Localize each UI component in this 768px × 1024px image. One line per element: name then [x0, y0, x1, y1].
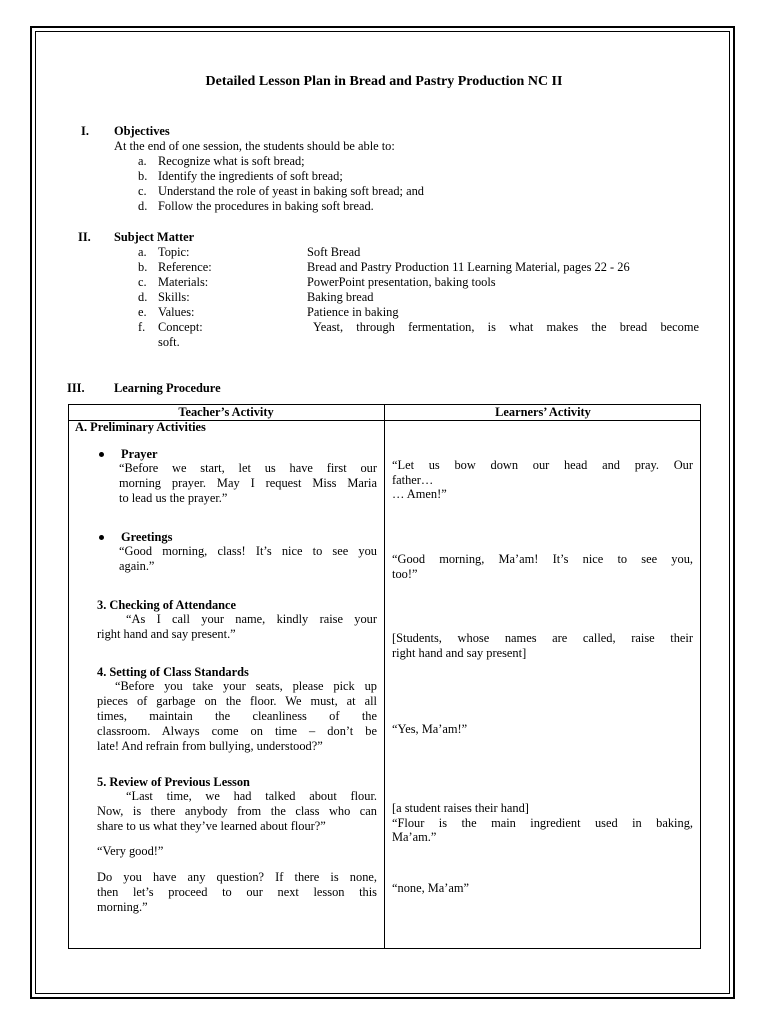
- objectives-numeral: I.: [81, 124, 89, 138]
- subject-value: Yeast, through fermentation, is what makes the bread become: [313, 320, 699, 334]
- bullet-icon: [99, 535, 104, 540]
- review-learner-line: Ma’am.”: [392, 830, 437, 844]
- standards-teacher-line: “Before you take your seats, please pick up: [115, 679, 377, 693]
- objectives-intro: At the end of one session, the students should be able to:: [114, 139, 395, 153]
- subject-value: Patience in baking: [307, 305, 399, 319]
- review-teacher-praise: “Very good!”: [97, 844, 164, 858]
- learning-procedure-heading: Learning Procedure: [114, 381, 221, 395]
- objective-text: Identify the ingredients of soft bread;: [158, 169, 343, 183]
- prayer-learner-line: “Let us bow down our head and pray. Our: [392, 458, 693, 472]
- subject-value: Baking bread: [307, 290, 374, 304]
- review-teacher-question-line: morning.”: [97, 900, 148, 914]
- attendance-learner-line: [Students, whose names are called, raise their: [392, 631, 693, 645]
- attendance-heading: 3. Checking of Attendance: [97, 598, 237, 612]
- bullet-icon: [99, 452, 104, 457]
- review-teacher-line: share to us what they’ve learned about flour?”: [97, 819, 326, 833]
- subject-label: Materials:: [158, 275, 209, 289]
- subject-value-continued: soft.: [158, 335, 180, 349]
- prayer-teacher-line: “Before we start, let us have first our: [119, 461, 377, 475]
- review-heading: 5. Review of Previous Lesson: [97, 775, 250, 789]
- prayer-teacher-line: morning prayer. May I request Miss Maria: [119, 476, 377, 490]
- review-learner-line: [a student raises their hand]: [392, 801, 529, 815]
- objective-text: Follow the procedures in baking soft bread.: [158, 199, 374, 213]
- greetings-learner-line: too!”: [392, 567, 418, 581]
- document-title: Detailed Lesson Plan in Bread and Pastry Production NC II: [205, 74, 563, 89]
- objective-text: Recognize what is soft bread;: [158, 154, 305, 168]
- prayer-heading: Prayer: [121, 447, 158, 461]
- prayer-learner-line: father…: [392, 473, 434, 487]
- subject-label: Concept:: [158, 320, 203, 334]
- subject-letter: a.: [138, 245, 147, 259]
- standards-teacher-line: classroom. Always come on time – don’t be: [97, 724, 377, 738]
- prayer-learner-line: … Amen!”: [392, 487, 447, 501]
- subject-letter: c.: [138, 275, 147, 289]
- objective-letter: c.: [138, 184, 147, 198]
- standards-heading: 4. Setting of Class Standards: [97, 665, 249, 679]
- subject-label: Values:: [158, 305, 195, 319]
- review-teacher-line: “Last time, we had talked about flour.: [126, 789, 377, 803]
- subject-matter-heading: Subject Matter: [114, 230, 195, 244]
- review-teacher-question-line: Do you have any question? If there is none,: [97, 870, 377, 884]
- preliminary-activities-heading: A. Preliminary Activities: [75, 420, 206, 434]
- teacher-activity-header: Teacher’s Activity: [178, 405, 274, 419]
- subject-label: Reference:: [158, 260, 212, 274]
- standards-learner-line: “Yes, Ma’am!”: [392, 722, 468, 736]
- subject-letter: d.: [138, 290, 148, 304]
- subject-letter: e.: [138, 305, 147, 319]
- subject-matter-numeral: II.: [78, 230, 91, 244]
- subject-label: Skills:: [158, 290, 190, 304]
- greetings-heading: Greetings: [121, 530, 173, 544]
- subject-letter: b.: [138, 260, 148, 274]
- standards-teacher-line: pieces of garbage on the floor. We must, at all: [97, 694, 377, 708]
- standards-teacher-line: times, maintain the cleanliness of the: [97, 709, 377, 723]
- greetings-teacher-line: “Good morning, class! It’s nice to see you: [119, 544, 377, 558]
- objectives-heading: Objectives: [114, 124, 170, 138]
- table-column-divider: [384, 404, 385, 949]
- learning-procedure-numeral: III.: [67, 381, 85, 395]
- attendance-learner-line: right hand and say present]: [392, 646, 527, 660]
- standards-teacher-line: late! And refrain from bullying, understood?”: [97, 739, 323, 753]
- review-teacher-question-line: then let’s proceed to our next lesson this: [97, 885, 377, 899]
- subject-label: Topic:: [158, 245, 190, 259]
- objective-text: Understand the role of yeast in baking soft bread; and: [158, 184, 424, 198]
- subject-value: PowerPoint presentation, baking tools: [307, 275, 496, 289]
- greetings-teacher-line: again.”: [119, 559, 155, 573]
- objective-letter: d.: [138, 199, 148, 213]
- subject-value: Bread and Pastry Production 11 Learning Material, pages 22 - 26: [307, 260, 630, 274]
- subject-value: Soft Bread: [307, 245, 361, 259]
- subject-letter: f.: [138, 320, 146, 334]
- review-teacher-line: Now, is there anybody from the class who can: [97, 804, 377, 818]
- review-learner-answer: “none, Ma’am”: [392, 881, 470, 895]
- attendance-teacher-line: right hand and say present.”: [97, 627, 236, 641]
- objective-letter: b.: [138, 169, 148, 183]
- objective-letter: a.: [138, 154, 147, 168]
- prayer-teacher-line: to lead us the prayer.”: [119, 491, 228, 505]
- greetings-learner-line: “Good morning, Ma’am! It’s nice to see you,: [392, 552, 693, 566]
- attendance-teacher-line: “As I call your name, kindly raise your: [126, 612, 377, 626]
- review-learner-line: “Flour is the main ingredient used in baking,: [392, 816, 693, 830]
- learners-activity-header: Learners’ Activity: [495, 405, 591, 419]
